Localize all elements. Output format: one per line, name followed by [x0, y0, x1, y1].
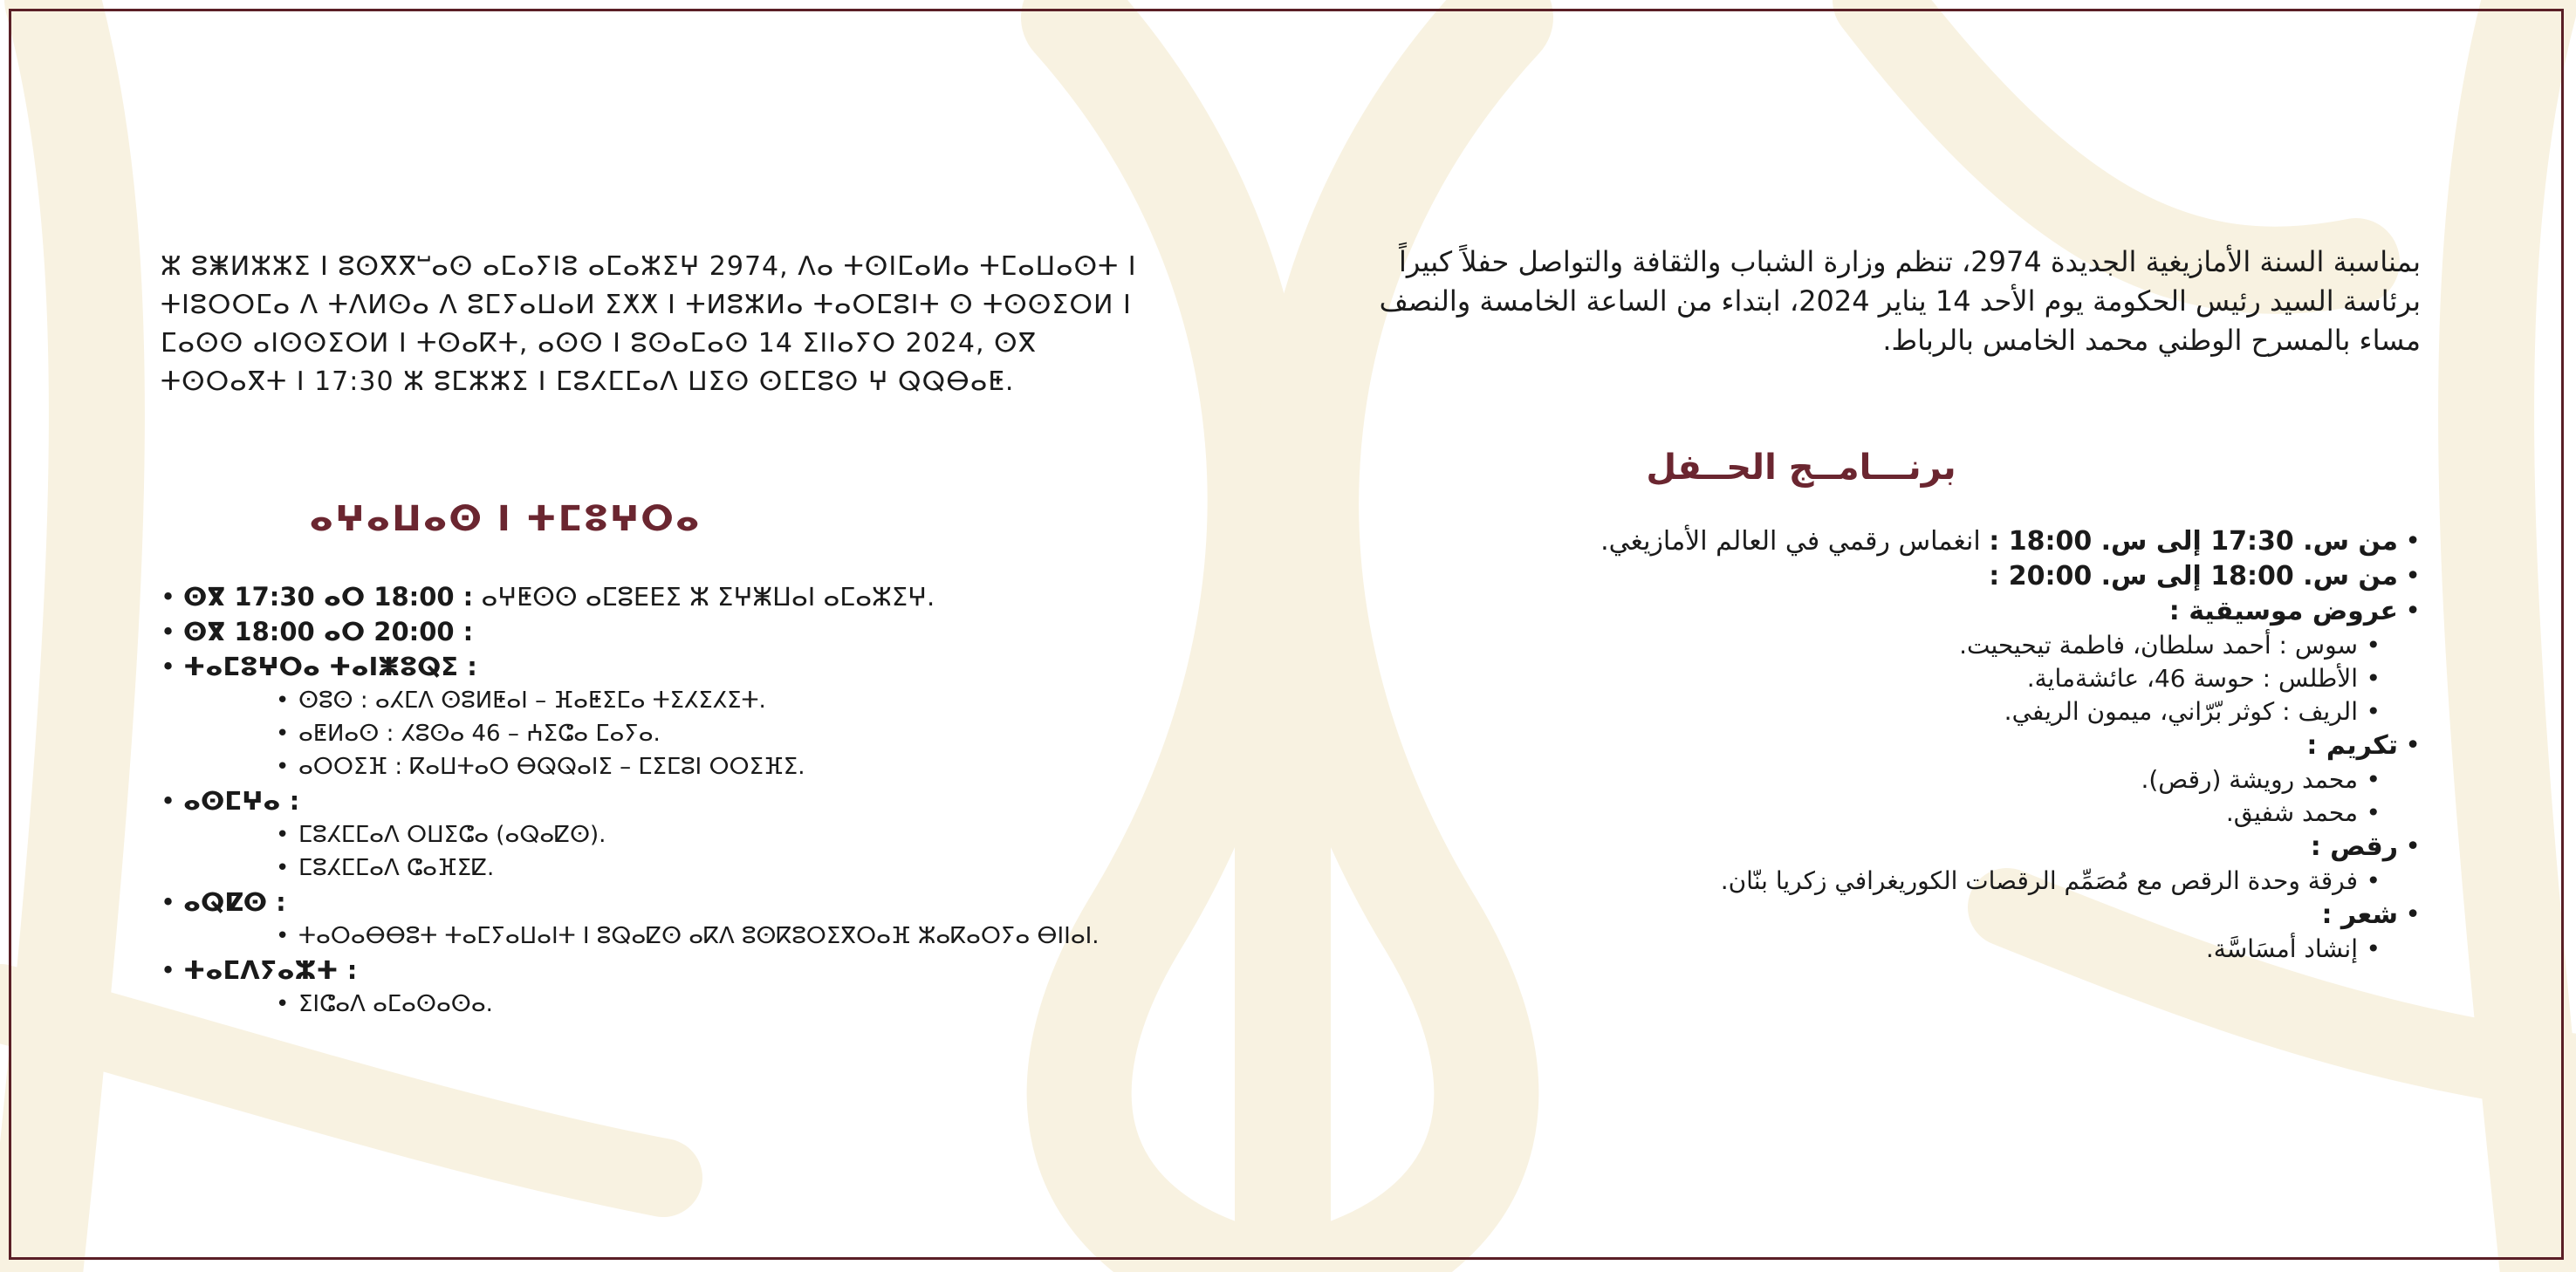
program-subitem-list: [1321, 865, 2421, 898]
program-subitem-list: [161, 988, 1138, 1021]
program-subitem: • ⵎⵓⵃⵎⵎⴰⴷ ⵔⵡⵉⵛⴰ (ⴰⵕⴰⵇⵙ).: [276, 818, 1138, 851]
program-subitem: • ⵎⵓⵃⵎⵎⴰⴷ ⵛⴰⴼⵉⵇ.: [276, 851, 1138, 885]
program-item-label: رقص :: [2310, 831, 2398, 862]
program-item: [1321, 830, 2421, 865]
arabic-program-list: [1321, 524, 2421, 966]
program-item: [1321, 559, 2421, 594]
program-subitem: • ⵜⴰⵔⴰⴱⴱⵓⵜ ⵜⴰⵎⵢⴰⵡⴰⵏⵜ ⵏ ⵓⵕⴰⵇⵙ ⴰⴽⴷ ⵓⵙⴽⵓⵔⵉⴳⵔⴰⴼ ⵣⴰⴽⴰⵔⵢⴰ ⴱⵏⵏⴰⵏ.: [276, 920, 1138, 953]
tifinagh-column: [161, 248, 1138, 1021]
program-subitem: • سوس : أحمد سلطان، فاطمة تيحيحيت.: [1321, 629, 2381, 662]
program-subitem-list: [1321, 629, 2421, 728]
program-item: [161, 614, 1138, 649]
program-subitem: • الأطلس : حوسة 46، عائشةماية.: [1321, 662, 2381, 695]
program-subitem: • ⵉⵏⵛⴰⴷ ⴰⵎⴰⵙⴰⵙⴰ.: [276, 988, 1138, 1021]
program-item-label: تكريم :: [2306, 730, 2398, 761]
program-item-label: ⵙⴳ 17:30 ⴰⵔ 18:00 :: [183, 582, 474, 612]
program-subitem-list: [1321, 933, 2421, 966]
program-subitem: • محمد رويشة (رقص).: [1321, 763, 2381, 797]
program-subitem-list: [161, 920, 1138, 953]
program-subitem-list: [1321, 763, 2421, 830]
tifinagh-program-heading: ⴰⵖⴰⵡⴰⵙ ⵏ ⵜⵎⵓⵖⵔⴰ: [309, 499, 702, 539]
program-item-text: انغماس رقمي في العالم الأمازيغي.: [1600, 526, 1990, 557]
tifinagh-intro: ⵣ ⵓⵥⵍⵣⵣⵉ ⵏ ⵓⵙⴳⴳⵯⴰⵙ ⴰⵎⴰⵢⵏⵓ ⴰⵎⴰⵣⵉⵖ 2974, ⴷⴰ ⵜⵙⵏⵎⴰⵍⴰ ⵜⵎⴰⵡⴰⵙⵜ ⵏ ⵜⵏⵓⵔⵔⵎⴰ ⴷ ⵜⴷⵍⵙⴰ ⴷ ⵓⵎⵢⴰⵡⴰⵍ ⵉⵅⵅ ⵏ ⵜⵍⵓⵣⵍⴰ ⵜⴰⵔⵎⵓⵏⵜ ⵙ ⵜⵙⵙⵉⵔⵍ ⵏ ⵎⴰⵙⵙ ⴰⵏⵙⵙⵉⵔⵍ ⵏ ⵜⵙⴰⴽⵜ, ⴰⵙⵙ ⵏ ⵓⵙⴰⵎⴰⵙ 14 ⵉⵏⵏⴰⵢⵔ 2024, ⵙⴳ ⵜⵙⵔⴰⴳⵜ ⵏ 17:30 ⵣ ⵓⵎⵣⵣⵉ ⵏ ⵎⵓⵃⵎⵎⴰⴷ ⵡⵉⵙ ⵙⵎⵎⵓⵙ ⵖ ⵕⵕⴱⴰⵟ.: [161, 251, 1137, 397]
program-subitem: • محمد شفيق.: [1321, 797, 2381, 830]
program-subitem-list: [161, 684, 1138, 783]
program-item: [161, 953, 1138, 988]
program-subitem: • ⴰⵟⵍⴰⵙ : ⵃⵓⵙⴰ 46 – ⵄⵉⵛⴰ ⵎⴰⵢⴰ.: [276, 717, 1138, 750]
program-item-label: شعر :: [2321, 899, 2398, 930]
program-item-label: من س. 17:30 إلى س. 18:00 :: [1989, 526, 2398, 557]
program-item-label: ⴰⵙⵎⵖⴰ :: [183, 786, 300, 816]
program-item: [1321, 524, 2421, 559]
program-item: [161, 579, 1138, 614]
program-item-label: ⵙⴳ 18:00 ⴰⵔ 20:00 :: [183, 617, 474, 646]
program-item: [1321, 728, 2421, 763]
program-subitem: • ⵙⵓⵙ : ⴰⵃⵎⴷ ⵙⵓⵍⵟⴰⵏ – ⴼⴰⵟⵉⵎⴰ ⵜⵉⵃⵉⵃⵉⵜ.: [276, 684, 1138, 717]
program-subitem-list: [161, 818, 1138, 885]
program-item: [1321, 594, 2421, 629]
program-item-label: عروض موسيقية :: [2168, 596, 2398, 626]
program-item-label: ⴰⵕⵇⵙ :: [183, 887, 286, 917]
arabic-program-heading: برنـــامــج الحــفل: [1646, 448, 1956, 488]
program-item-label: ⵜⴰⵎⵓⵖⵔⴰ ⵜⴰⵏⵥⵓⵕⵉ :: [183, 652, 477, 681]
tifinagh-program-list: [161, 579, 1138, 1021]
program-item: [161, 783, 1138, 818]
program-item: [161, 649, 1138, 684]
arabic-intro: بمناسبة السنة الأمازيغية الجديدة 2974، تنظم وزارة الشباب والثقافة والتواصل حفلاً كبيراً برئاسة السيد رئيس الحكومة يوم الأحد 14 يناير 2024، ابتداء من الساعة الخامسة والنصف مساء بالمسرح الوطني محمد الخامس بالرباط.: [1379, 245, 2421, 357]
program-item-label: من س. 18:00 إلى س. 20:00 :: [1989, 561, 2398, 592]
program-item-label: ⵜⴰⵎⴷⵢⴰⵣⵜ :: [183, 955, 358, 985]
program-item: [1321, 898, 2421, 933]
program-subitem: • فرقة وحدة الرقص مع مُصَمِّم الرقصات الكوريغرافي زكريا بنّان.: [1321, 865, 2381, 898]
program-subitem: • الريف : كوثر بّرّاني، ميمون الريفي.: [1321, 695, 2381, 728]
program-item: [161, 885, 1138, 920]
program-item-text: ⴰⵖⵟⵙⵙ ⴰⵎⵓⴹⴹⵉ ⵣ ⵉⵖⵥⵡⴰⵏ ⴰⵎⴰⵣⵉⵖ.: [473, 582, 935, 612]
program-subitem: • إنشاد أمسَاسَّة.: [1321, 933, 2381, 966]
program-subitem: • ⴰⵔⵔⵉⴼ : ⴽⴰⵡⵜⴰⵔ ⴱⵕⵕⴰⵏⵉ – ⵎⵉⵎⵓⵏ ⵔⵔⵉⴼⵉ.: [276, 750, 1138, 783]
arabic-column: [1321, 243, 2421, 966]
